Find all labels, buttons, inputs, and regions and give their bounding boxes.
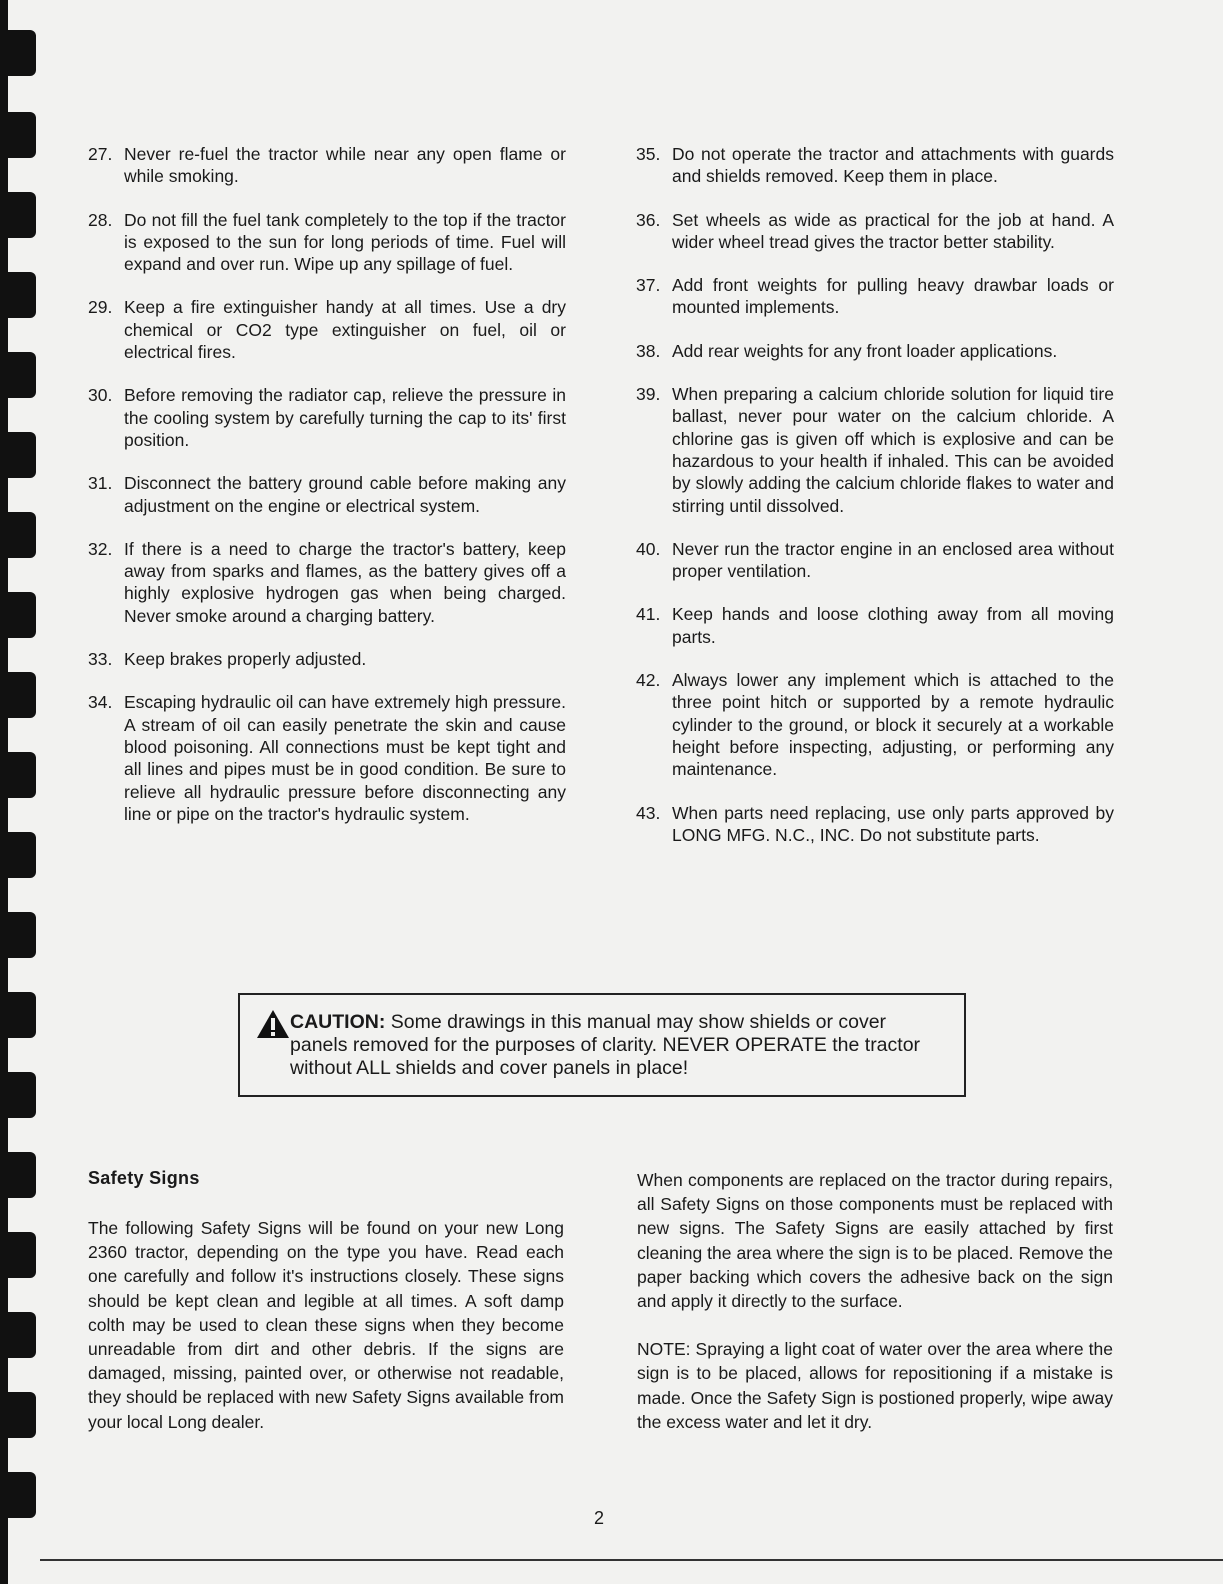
list-item: 27. Never re-fuel the tractor while near any open flame or while smoking. <box>88 144 566 187</box>
list-item: 30. Before removing the radiator cap, relieve the pressure in the cooling system by carefully turning the cap to its' first position. <box>88 385 566 450</box>
page-number: 2 <box>594 1508 605 1528</box>
binding-hole <box>6 192 36 238</box>
safety-signs-left-paragraph <box>88 1216 564 1458</box>
list-item: 29. Keep a fire extinguisher handy at all times. Use a dry chemical or CO2 type extinguisher on fuel, oil or electrical fires. <box>88 297 566 363</box>
binding-hole <box>6 992 36 1038</box>
list-item: 33. Keep brakes properly adjusted. <box>88 649 367 670</box>
binding-hole <box>6 912 36 958</box>
list-item: 35. Do not operate the tractor and attachments with guards and shields removed. Keep them in place. <box>636 144 1114 187</box>
note-paragraph: NOTE: Spraying a light coat of water over the area where the sign is to be placed, allows for repositioning if a mistake is made. Once the Safety Sign is postioned properly, wipe away the excess water and let it dry. <box>637 1339 1113 1432</box>
binding-hole <box>6 512 36 558</box>
binding-hole <box>6 1312 36 1358</box>
caution-text: Some drawings in this manual may show shields or cover panels removed for the purposes of clarity. NEVER OPERATE the tractor without ALL shields and cover panels in place! <box>290 1011 921 1079</box>
section-title: Safety Signs <box>88 1168 200 1188</box>
list-item: 39. When preparing a calcium chloride solution for liquid tire ballast, never pour water on the calcium chloride. A chlorine gas is given off which is explosive and can be hazardous to your health if inhaled. This can be avoided by slowly adding the calcium chloride flakes to water and stirring until dissolved. <box>636 384 1114 516</box>
binding-hole <box>6 30 36 76</box>
paragraph: When components are replaced on the tractor during repairs, all Safety Signs on those components must be replaced with new signs. The Safety Signs are easily attached by first cleaning the area where the sign is to be placed. Remove the paper backing which covers the adhesive back on the sign and apply it directly to the surface. <box>637 1170 1113 1312</box>
binding-hole <box>6 272 36 318</box>
binding-hole <box>6 752 36 798</box>
binding-hole <box>6 672 36 718</box>
warning-triangle-icon <box>256 1009 290 1039</box>
paragraph: The following Safety Signs will be found on your new Long 2360 tractor, depending on the type you have. Read each one carefully and follow it's instructions closely. These signs should be kept clean and legible at all times. A soft damp colth may be used to clean these signs when they become unreadable from dirt and other debris. If the signs are damaged, missing, painted over, or otherwise not readable, they should be replaced with new Safety Signs available from your local Long dealer. <box>88 1218 564 1432</box>
binding-hole <box>6 1472 36 1518</box>
list-item: 28. Do not fill the fuel tank completely to the top if the tractor is exposed to the sun for long periods of time. Fuel will expand and over run. Wipe up any spillage of fuel. <box>88 209 566 275</box>
binding-hole <box>6 1232 36 1278</box>
list-item: 42. Always lower any implement which is attached to the three point hitch or supported by a remote hydraulic cylinder to the ground, or block it securely at a workable height before inspecting, adjusting, or performing any maintenance. <box>636 670 1114 780</box>
list-item: 41. Keep hands and loose clothing away from all moving parts. <box>636 604 1114 647</box>
list-item: 38. Add rear weights for any front loader applications. <box>636 340 1058 361</box>
binding-holes <box>0 0 40 1584</box>
caution-label: CAUTION: <box>290 1011 386 1033</box>
binding-hole <box>6 592 36 638</box>
list-item: 37. Add front weights for pulling heavy drawbar loads or mounted implements. <box>636 275 1114 318</box>
list-item: 31. Disconnect the battery ground cable before making any adjustment on the engine or electrical system. <box>88 473 566 516</box>
caution-box <box>238 993 966 1097</box>
binding-hole <box>6 432 36 478</box>
list-item: 43. When parts need replacing, use only parts approved by LONG MFG. N.C., INC. Do not substitute parts. <box>636 802 1114 845</box>
binding-hole <box>6 832 36 878</box>
binding-hole <box>6 1072 36 1118</box>
list-item: 34. Escaping hydraulic oil can have extremely high pressure. A stream of oil can easily penetrate the skin and cause blood poisoning. All connections must be kept tight and all lines and pipes must be in good condition. Be sure to relieve all hydraulic pressure before disconnecting any line or pipe on the tractor's hydraulic system. <box>88 692 566 824</box>
safety-list-left <box>88 143 566 846</box>
safety-list-right <box>636 143 1114 867</box>
binding-hole <box>6 1392 36 1438</box>
safety-signs-right-column <box>637 1168 1113 1458</box>
list-item: 36. Set wheels as wide as practical for the job at hand. A wider wheel tread gives the tractor better stability. <box>636 209 1114 252</box>
list-item: 40. Never run the tractor engine in an enclosed area without proper ventilation. <box>636 538 1114 582</box>
list-item: 32. If there is a need to charge the tractor's battery, keep away from sparks and flames, as the battery gives off a highly explosive hydrogen gas when being charged. Never smoke around a charging battery. <box>88 538 566 626</box>
binding-hole <box>6 1152 36 1198</box>
binding-hole <box>6 352 36 398</box>
binding-hole <box>6 112 36 158</box>
bottom-rule <box>40 1559 1223 1561</box>
